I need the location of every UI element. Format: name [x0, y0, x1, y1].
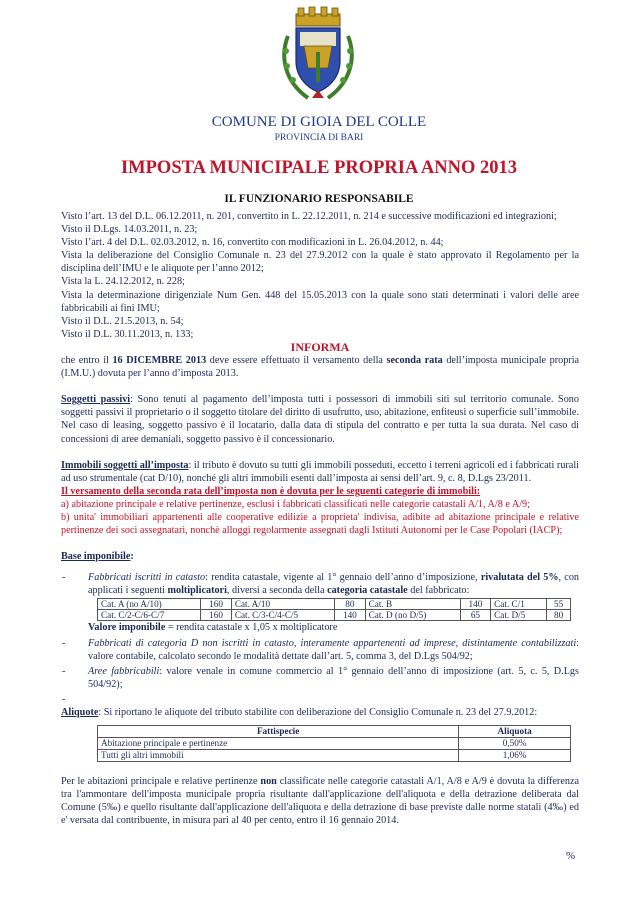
- text-span: , diversi a seconda della: [226, 585, 325, 597]
- text-span: [88, 637, 579, 663]
- base-item-categoria-d: [61, 637, 579, 663]
- text-span: Aree fabbricabili: [88, 665, 160, 677]
- text-span: [88, 693, 579, 706]
- funzionario-heading: IL FUNZIONARIO RESPONSABILE: [224, 193, 414, 205]
- visto-line: Visto il D.L. 21.5.2013, n. 54;: [61, 315, 184, 327]
- table-cell: 80: [335, 599, 366, 610]
- text-span: classificate nelle categorie catastali A/1, A/8 e A/9 è dovuta la differenza tra l'ammontare dell'imposta municipale propria risultante dall'applicazione dell'aliquota e della detrazione deliberata dal Comune (5‰) e quello risultante dall'applicazione dell'aliquota e della detrazione di base previste dalle norme statali (4‰) ed e' versata dal contribuente, in misura pari al 40 per cento, entro il 16 gennaio 2014.: [61, 776, 579, 827]
- table-cell: Cat. A/10: [231, 599, 334, 610]
- column-header: Fattispecie: [98, 726, 459, 738]
- text-span: categoria catastale: [327, 585, 408, 597]
- coat-of-arms-icon: [278, 6, 358, 106]
- provincia-name: PROVINCIA DI BARI: [274, 133, 364, 143]
- table-cell: Cat. C/1: [491, 599, 547, 610]
- warning-line: Il versamento della seconda rata dell’imposta non è dovuta per le seguenti categorie di immobili:: [61, 485, 481, 497]
- table-header-row: [98, 726, 571, 738]
- visto-line: Visto il D.Lgs. 14.03.2011, n. 23;: [61, 224, 198, 236]
- table-cell: Abitazione principale e pertinenze: [98, 738, 459, 750]
- text-span: : Sono tenuti al pagamento dell’imposta tutti i possessori di immobili siti sul territorio comunale. Sono soggetti passivi il proprietario o il soggetto titolare del diritto di usufrutto, uso, abitazione, enfiteusi o superficie sull’immobile. Nel caso di leasing, soggetto passivo è il locatario, dalla data di stipula del contratto e per tutta la sua durata. Nel caso di concessioni di aree demaniali, soggetto passivo è il concessionario.: [61, 394, 579, 445]
- text-span: non: [260, 776, 277, 788]
- aliquote-paragraph: [61, 706, 579, 719]
- table-row: [98, 599, 571, 610]
- visto-line: Visto l’art. 4 del D.L. 02.03.2012, n. 16, convertito con modificazioni in L. 26.04.2012, n. 44;: [61, 237, 444, 249]
- text-span: : il tributo è dovuto su tutti gli immobili posseduti, eccetto i terreni agricoli ed i fabbricati rurali ad uso strumentale (cat D/10), nonché gli altri immobili esenti dall’imposta ai sensi dell’art. 9, c. 8, D.Lgs 23/2011.: [61, 459, 579, 484]
- table-cell: Cat. A (no A/10): [98, 599, 201, 610]
- text-span: : valore venale in comune commercio al 1° gennaio dell’anno di imposizione (art. 5, c. 5, D.Lgs 504/92);: [88, 665, 579, 690]
- table-cell: Cat. B: [365, 599, 460, 610]
- table-cell: 80: [547, 610, 571, 621]
- table-cell: Cat. D (no D/5): [365, 610, 460, 621]
- informa-heading: INFORMA: [290, 339, 350, 354]
- text-span: :: [130, 551, 134, 563]
- final-paragraph: [61, 775, 579, 827]
- text-span: del fabbricato:: [410, 585, 470, 597]
- immobili-paragraph: [61, 459, 579, 485]
- table-cell: 160: [201, 599, 232, 610]
- visto-line: Visto il D.L. 30.11.2013, n. 133;: [61, 328, 194, 340]
- table-cell: 55: [547, 599, 571, 610]
- text-span: -: [62, 693, 66, 705]
- text-span: -: [62, 572, 66, 584]
- text-span: -: [62, 637, 66, 649]
- table-cell: 65: [460, 610, 491, 621]
- text-span: : rendita catastale, vigente al 1° gennaio dell’anno d’imposizione,: [205, 572, 478, 584]
- soggetti-label: Soggetti passivi: [61, 394, 131, 406]
- text-span: Valore imponibile: [88, 622, 166, 634]
- text-span: : valore contabile, calcolato secondo le modalità dettate dall’art. 5, comma 3, del D.Lgs 504/92;: [88, 637, 579, 662]
- text-span: -: [62, 665, 66, 677]
- base-imponibile-heading: [61, 550, 579, 563]
- text-span: , con applicati i seguenti: [88, 572, 580, 597]
- exempt-item-a: a) abitazione principale e relative pertinenze, esclusi i fabbricati classificati nelle categorie catastali A/1, A/8 e A/9;: [61, 498, 530, 510]
- table-cell: 140: [335, 610, 366, 621]
- aliquote-table: [97, 725, 571, 762]
- text-span: Aliquote: [61, 707, 99, 718]
- soggetti-passivi-paragraph: [61, 393, 579, 445]
- table-row: [98, 738, 571, 750]
- text-span: Per le abitazioni principale e relative pertinenze: [61, 776, 258, 788]
- text-span: : Si riportano le aliquote del tributo stabilite con deliberazione del Consiglio Comunale n. 23 del 27.9.2012:: [98, 707, 538, 718]
- visto-line: Vista la determinazione dirigenziale Num Gen. 448 del 15.05.2013 con la quale sono stati determinati i valori delle aree fabbricabili ai fini IMU;: [61, 289, 579, 314]
- text-span: 16 DICEMBRE 2013: [112, 355, 207, 367]
- informa-paragraph: [61, 354, 579, 380]
- multipliers-table: [97, 598, 571, 621]
- text-span: che entro il: [61, 355, 109, 367]
- table-cell: 0,50%: [459, 738, 571, 750]
- document-title: IMPOSTA MUNICIPALE PROPRIA ANNO 2013: [120, 158, 518, 178]
- table-row: [98, 610, 571, 621]
- table-cell: Cat. C/2-C/6-C/7: [98, 610, 201, 621]
- table-cell: 160: [201, 610, 232, 621]
- page-marker: %: [566, 850, 576, 862]
- exempt-item-b: b) unita' immobiliari appartenenti alle cooperative edilizie a proprieta' indivisa, adibite ad abitazione principale e relative pertinenze dei soci assegnatari, nonchè alloggi regolarmente assegnati dagli Istituti Autonomi per le Case Popolari (IACP);: [61, 511, 579, 537]
- text-span: moltiplicatori: [167, 585, 227, 597]
- visto-line: Vista la L. 24.12.2012, n. 228;: [61, 276, 185, 288]
- text-span: Fabbricati iscritti in catasto: [88, 572, 206, 584]
- comune-name: COMUNE DI GIOIA DEL COLLE: [211, 114, 427, 130]
- text-span: = rendita catastale x 1,05 x moltiplicatore: [167, 622, 338, 634]
- visti-list: [61, 210, 579, 341]
- text-span: [88, 665, 579, 691]
- base-item-fabbricati: [61, 571, 579, 597]
- text-span: deve essere effettuato il versamento della: [209, 355, 383, 367]
- document-body: [61, 210, 579, 827]
- table-cell: 140: [460, 599, 491, 610]
- table-cell: Cat. D/5: [491, 610, 547, 621]
- text-span: rivalutata del 5%: [480, 572, 559, 584]
- table-row: [98, 750, 571, 762]
- table-cell: Cat. C/3-C/4-C/5: [231, 610, 334, 621]
- text-span: Base imponibile: [61, 551, 131, 563]
- table-cell: 1,06%: [459, 750, 571, 762]
- visto-line: Vista la deliberazione del Consiglio Comunale n. 23 del 27.9.2012 con la quale è stato approvato il Regolamento per la disciplina dell’IMU e le aliquote per l’anno 2012;: [61, 250, 579, 275]
- text-span: seconda rata: [386, 355, 443, 367]
- base-item-aree: [61, 665, 579, 691]
- valore-imponibile-line: [61, 621, 579, 634]
- column-header: Aliquota: [459, 726, 571, 738]
- immobili-label: Immobili soggetti all’imposta: [61, 459, 189, 471]
- text-span: dell’imposta municipale propria (I.M.U.) dovuta per l’anno d’imposta 2013.: [61, 355, 580, 380]
- base-item-empty: [61, 693, 579, 706]
- table-cell: Tutti gli altri immobili: [98, 750, 459, 762]
- text-span: Fabbricati di categoria D non iscritti in catasto, interamente appartenenti ad imprese, distintamente contabilizzati: [88, 637, 577, 649]
- text-span: [88, 571, 579, 597]
- visto-line: Visto l’art. 13 del D.L. 06.12.2011, n. 201, convertito in L. 22.12.2011, n. 214 e successive modificazioni ed integrazioni;: [61, 211, 557, 222]
